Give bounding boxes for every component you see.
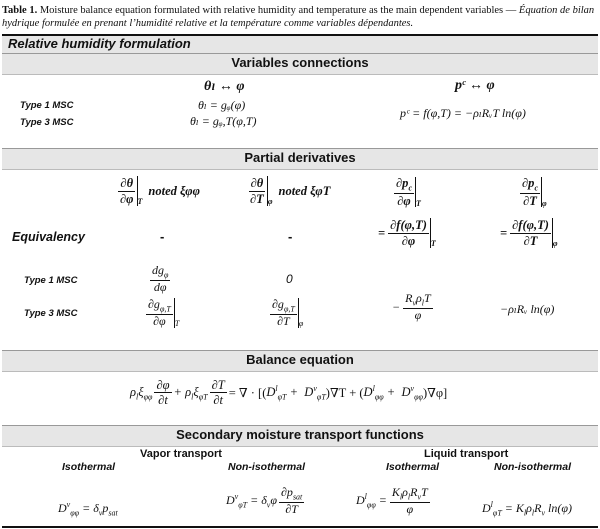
type1-label-variables: Type 1 MSC	[20, 100, 74, 111]
dg-dT-type3: $\frac{\partial g_{\varphi,T}}{\partial T}$ $_\varphi$	[272, 297, 304, 329]
dg-dphi-type1: $\frac{dg_\varphi}{d\varphi}$	[152, 263, 169, 294]
liquid-isothermal-equation: $D^l_{\varphi\varphi}$ = $\frac{K_l\rho_lR_vT}{\varphi}$	[356, 485, 428, 516]
caption-line1: Moisture balance equation formulated with relative humidity and temperature as the main dependent	[39, 5, 463, 16]
liquid-transport-label: Liquid transport	[424, 448, 509, 460]
variables-title: Variables connections	[231, 55, 369, 70]
partial-title: Partial derivatives	[244, 150, 356, 165]
type1-label-partial: Type 1 MSC	[24, 275, 78, 286]
secondary-title: Secondary moisture transport functions	[176, 427, 424, 442]
vapor-transport-label: Vapor transport	[140, 448, 222, 460]
equivalency-label: Equivalency	[12, 230, 85, 244]
liquid-non-isothermal-label: Non-isothermal	[494, 461, 572, 473]
liquid-non-isothermal-equation: $D^l_{\varphi T} = K_l\rho_lR_v$ ln(φ)	[482, 500, 572, 518]
balance-equation: $\rho_l\xi_{\varphi\varphi}$ $\frac{\partial\varphi}{\partial t}$ + $\rho_l\xi_{\varphi T}$ $\frac{\partial T}{\partial t}$ = ∇ · [( $D^l_{\varphi T} + D^v_{\varphi T}$ )∇T + ( $D^l_{\varphi\varphi} + D^v_{\varphi\varphi}$ )∇φ]	[130, 378, 448, 408]
table-caption	[2, 4, 598, 30]
pc-equation: pᶜ = f(φ,T) = −ρₗRᵥT ln(φ)	[400, 106, 526, 120]
theta-type1-equation: θₗ = gᵩ(φ)	[198, 98, 246, 112]
df-dT-equivalency: = $\frac{\partial f(\varphi,T)}{\partial T}$ $_\varphi$	[500, 218, 558, 248]
theta-type3-equation: θₗ = gᵩ,T(φ,T)	[190, 114, 257, 128]
dg-dphi-type3: $\frac{\partial g_{\varphi,T}}{\partial\varphi}$ $_T$	[148, 297, 180, 329]
dpc-dphi-header: $\frac{\partial p_c}{\partial\varphi}$ $_T$	[396, 176, 421, 209]
equivalency-dash-2: -	[288, 229, 293, 244]
balance-title: Balance equation	[246, 352, 354, 367]
vapor-isothermal-equation: $D^v_{\varphi\varphi} = \delta_vp_{sat}$	[58, 500, 118, 518]
dtheta-dT-header: $\frac{\partial\theta}{\partial T}$ $_\varphi$ noted ξφT	[250, 176, 331, 206]
noted-xi-phiphi: noted ξφφ	[148, 183, 200, 198]
dpc-dT-header: $\frac{\partial p_c}{\partial T}$ $_\varphi$	[522, 176, 547, 209]
dpc-dT-value: −ρₗRᵥ ln(φ)	[500, 302, 555, 316]
liquid-isothermal-label: Isothermal	[386, 461, 440, 473]
type3-label-variables: Type 3 MSC	[20, 117, 74, 128]
noted-xi-phiT: noted ξφT	[278, 183, 331, 198]
df-dphi-equivalency: = $\frac{\partial f(\varphi,T)}{\partial\varphi}$ $_T$	[378, 218, 436, 248]
vapor-non-isothermal-equation: $D^v_{\varphi T} = \delta_v\varphi$ $\frac{\partial p_{sat}}{\partial T}$	[226, 485, 303, 516]
theta-phi-header: θₗ ↔ φ	[204, 79, 245, 94]
vapor-non-isothermal-label: Non-isothermal	[228, 461, 306, 473]
zero-value: 0	[286, 272, 293, 286]
dtheta-dphi-header: $\frac{\partial\theta}{\partial\varphi}$ $_T$ noted ξφφ	[120, 176, 200, 206]
equivalency-dash-1: -	[160, 229, 165, 244]
caption-label: Table 1.	[2, 5, 38, 16]
table-bottom-rule	[2, 526, 598, 528]
type3-label-partial: Type 3 MSC	[24, 308, 78, 319]
caption-line2-fr: Équation de bilan hydrique formulée en prenant l’humidité relative et la température comme variables dépendantes.	[2, 5, 595, 29]
table-header-title: Relative humidity formulation	[8, 36, 191, 51]
dpc-dphi-value: − $\frac{R_v\rho_lT}{\varphi}$	[392, 291, 431, 322]
caption-line2-en: variables —	[465, 5, 517, 16]
vapor-isothermal-label: Isothermal	[62, 461, 116, 473]
pc-phi-header: pᶜ ↔ φ	[455, 78, 495, 93]
